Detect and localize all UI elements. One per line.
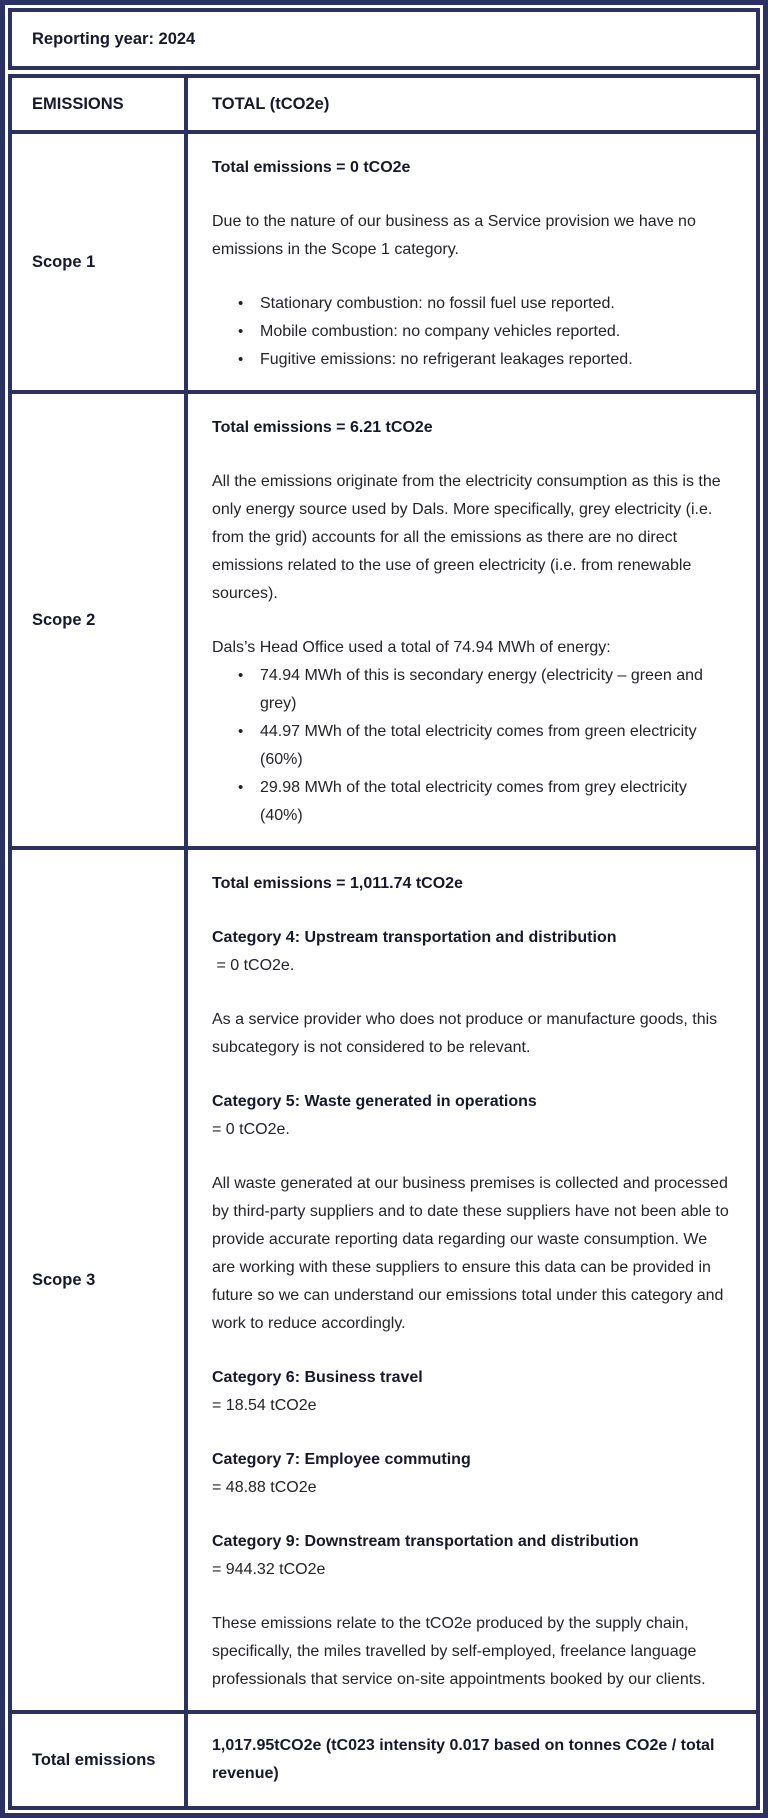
category-value: = 944.32 tCO2e (212, 1561, 326, 1578)
list-item: • 44.97 MWh of the total electricity comes from green electricity (60%) (238, 718, 732, 774)
list-item: • 74.94 MWh of this is secondary energy (electricity – green and grey) (238, 662, 732, 718)
column-header-total: TOTAL (tCO2e) (186, 76, 758, 132)
scope3-row (10, 848, 758, 1712)
scope3-category-7 (212, 1446, 732, 1502)
category-title: Category 6: Business travel (212, 1369, 423, 1386)
column-header-emissions: EMISSIONS (10, 76, 186, 132)
scope3-category-5 (212, 1088, 732, 1144)
scope2-row (10, 392, 758, 848)
category-value: = 48.88 tCO2e (212, 1479, 317, 1496)
reporting-year-label: Reporting year: 2024 (32, 29, 196, 48)
scope3-category-4 (212, 924, 732, 980)
scope3-category-6 (212, 1364, 732, 1420)
category-title: Category 7: Employee commuting (212, 1451, 471, 1468)
scope3-category-9 (212, 1528, 732, 1584)
total-emissions-value: 1,017.95tCO2e (tC023 intensity 0.017 based on tonnes CO2e / total revenue) (212, 1737, 715, 1782)
list-item: • 29.98 MWh of the total electricity comes from grey electricity (40%) (238, 774, 732, 830)
scope3-content (186, 848, 758, 1712)
list-item: • Mobile combustion: no company vehicles reported. (238, 318, 732, 346)
scope3-total-line: Total emissions = 1,011.74 tCO2e (212, 875, 463, 892)
emissions-table (8, 74, 760, 1810)
scope1-bullet-list (212, 290, 732, 374)
scope2-paragraph: All the emissions originate from the electricity consumption as this is the only energy source used by Dals. More specifically, grey electricity (i.e. from the grid) accounts for all the emissions as there are no direct emissions related to the use of green electricity (i.e. from renewable sources). (212, 473, 721, 602)
scope2-total-line: Total emissions = 6.21 tCO2e (212, 419, 433, 436)
scope1-row (10, 132, 758, 392)
category-5-note: All waste generated at our business premises is collected and processed by third-party suppliers and to date these suppliers have not been able to provide accurate reporting data regarding our waste consumption. We are working with these suppliers to ensure this data can be provided in future so we can understand our emissions total under this category and work to reduce accordingly. (212, 1175, 729, 1332)
reporting-year-header (8, 8, 760, 70)
scope1-paragraph: Due to the nature of our business as a Service provision we have no emissions in the Scope 1 category. (212, 213, 696, 258)
total-emissions-label: Total emissions (10, 1712, 186, 1808)
table-header-row (10, 76, 758, 132)
category-value: = 0 tCO2e. (212, 957, 295, 974)
scope1-label: Scope 1 (10, 132, 186, 392)
scope2-energy-intro: Dals’s Head Office used a total of 74.94 MWh of energy: (212, 639, 611, 656)
category-value: = 0 tCO2e. (212, 1121, 290, 1138)
scope2-label: Scope 2 (10, 392, 186, 848)
category-4-note: As a service provider who does not produce or manufacture goods, this subcategory is not considered to be relevant. (212, 1011, 718, 1056)
scope2-bullet-list (212, 662, 732, 830)
category-title: Category 9: Downstream transportation and distribution (212, 1533, 639, 1550)
scope1-total-line: Total emissions = 0 tCO2e (212, 159, 411, 176)
category-title: Category 4: Upstream transportation and distribution (212, 929, 617, 946)
list-item: • Fugitive emissions: no refrigerant leakages reported. (238, 346, 732, 374)
category-title: Category 5: Waste generated in operations (212, 1093, 537, 1110)
category-value: = 18.54 tCO2e (212, 1397, 317, 1414)
scope1-content (186, 132, 758, 392)
scope3-label: Scope 3 (10, 848, 186, 1712)
scope2-content (186, 392, 758, 848)
category-9-note: These emissions relate to the tCO2e produced by the supply chain, specifically, the miles travelled by self-employed, freelance language professionals that service on-site appointments booked by our clients. (212, 1615, 706, 1688)
list-item: • Stationary combustion: no fossil fuel use reported. (238, 290, 732, 318)
total-emissions-value-cell (186, 1712, 758, 1808)
total-emissions-row (10, 1712, 758, 1808)
